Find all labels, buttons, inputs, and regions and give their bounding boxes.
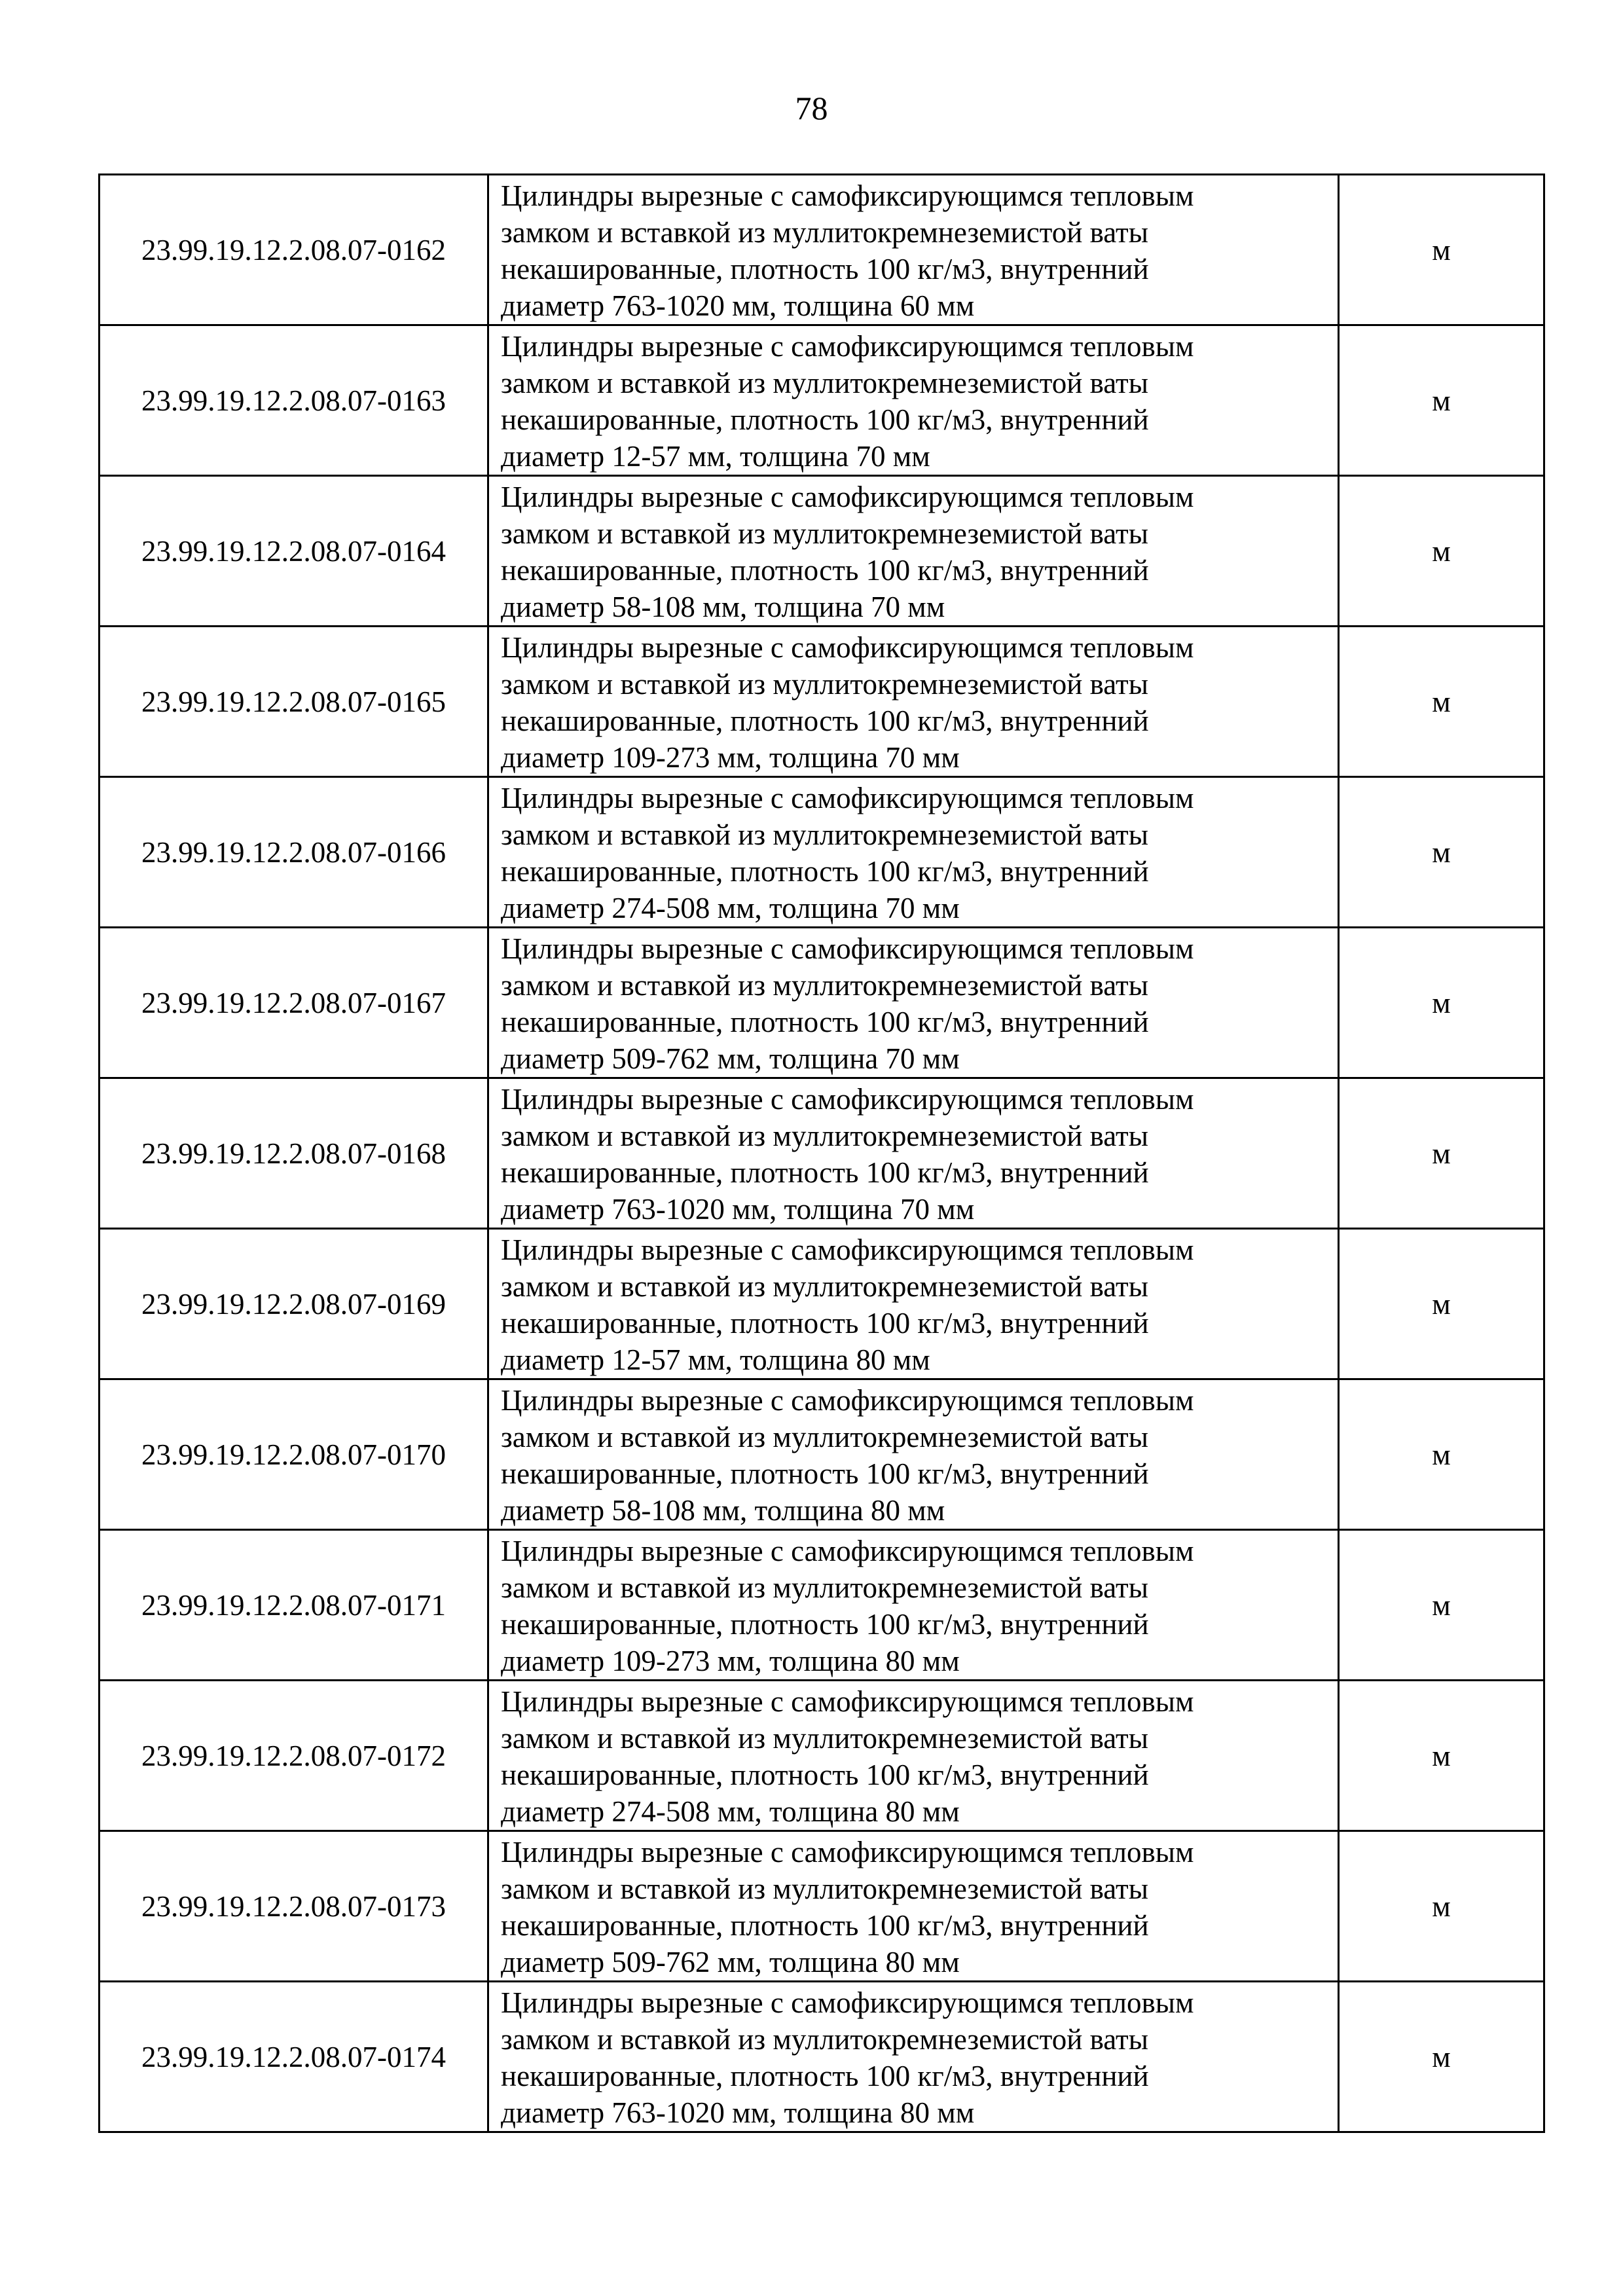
description-line: замком и вставкой из муллитокремнеземистой ваты	[501, 2023, 1148, 2056]
unit-of-measure-cell: м	[1339, 1379, 1544, 1530]
description-line: диаметр 12-57 мм, толщина 70 мм	[501, 440, 930, 473]
unit-of-measure-cell: м	[1339, 777, 1544, 928]
description-line: диаметр 109-273 мм, толщина 70 мм	[501, 741, 960, 774]
resource-code-cell: 23.99.19.12.2.08.07-0165	[100, 627, 488, 777]
resource-description-cell	[488, 175, 1339, 325]
table-row	[100, 1229, 1544, 1379]
resource-code-cell: 23.99.19.12.2.08.07-0170	[100, 1379, 488, 1530]
resource-description-cell	[488, 1681, 1339, 1831]
resources-table	[98, 173, 1545, 2133]
description-line: некашированные, плотность 100 кг/м3, внутренний	[501, 2060, 1149, 2092]
description-line: некашированные, плотность 100 кг/м3, внутренний	[501, 1006, 1149, 1038]
resource-code-cell: 23.99.19.12.2.08.07-0173	[100, 1831, 488, 1982]
unit-of-measure-cell: м	[1339, 1530, 1544, 1681]
table-row	[100, 325, 1544, 476]
unit-of-measure-cell: м	[1339, 627, 1544, 777]
resource-code-cell: 23.99.19.12.2.08.07-0167	[100, 928, 488, 1078]
resource-description-cell	[488, 777, 1339, 928]
resource-description-cell	[488, 627, 1339, 777]
description-line: Цилиндры вырезные с самофиксирующимся тепловым	[501, 179, 1194, 212]
resource-code-cell: 23.99.19.12.2.08.07-0172	[100, 1681, 488, 1831]
unit-of-measure-cell: м	[1339, 928, 1544, 1078]
description-line: Цилиндры вырезные с самофиксирующимся тепловым	[501, 631, 1194, 664]
description-line: замком и вставкой из муллитокремнеземистой ваты	[501, 818, 1148, 851]
unit-of-measure-cell: м	[1339, 1078, 1544, 1229]
description-line: Цилиндры вырезные с самофиксирующимся тепловым	[501, 1986, 1194, 2019]
description-line: замком и вставкой из муллитокремнеземистой ваты	[501, 1270, 1148, 1303]
description-line: некашированные, плотность 100 кг/м3, внутренний	[501, 1608, 1149, 1641]
description-line: некашированные, плотность 100 кг/м3, внутренний	[501, 253, 1149, 285]
description-line: диаметр 763-1020 мм, толщина 60 мм	[501, 289, 975, 322]
description-line: замком и вставкой из муллитокремнеземистой ваты	[501, 969, 1148, 1002]
resource-description-cell	[488, 1379, 1339, 1530]
table-row	[100, 627, 1544, 777]
description-line: Цилиндры вырезные с самофиксирующимся тепловым	[501, 1535, 1194, 1567]
resource-code-cell: 23.99.19.12.2.08.07-0163	[100, 325, 488, 476]
resource-description-cell	[488, 325, 1339, 476]
description-line: некашированные, плотность 100 кг/м3, внутренний	[501, 704, 1149, 737]
description-line: некашированные, плотность 100 кг/м3, внутренний	[501, 1909, 1149, 1942]
description-line: замком и вставкой из муллитокремнеземистой ваты	[501, 1872, 1148, 1905]
description-line: некашированные, плотность 100 кг/м3, внутренний	[501, 1307, 1149, 1339]
description-line: Цилиндры вырезные с самофиксирующимся тепловым	[501, 481, 1194, 513]
description-line: Цилиндры вырезные с самофиксирующимся тепловым	[501, 1685, 1194, 1718]
description-line: диаметр 109-273 мм, толщина 80 мм	[501, 1645, 960, 1677]
description-line: некашированные, плотность 100 кг/м3, внутренний	[501, 1156, 1149, 1189]
table-row	[100, 1530, 1544, 1681]
resource-description-cell	[488, 1078, 1339, 1229]
table-row	[100, 1982, 1544, 2132]
table-row	[100, 476, 1544, 627]
description-line: некашированные, плотность 100 кг/м3, внутренний	[501, 855, 1149, 888]
description-line: некашированные, плотность 100 кг/м3, внутренний	[501, 1457, 1149, 1490]
description-line: Цилиндры вырезные с самофиксирующимся тепловым	[501, 1836, 1194, 1868]
description-line: замком и вставкой из муллитокремнеземистой ваты	[501, 216, 1148, 249]
unit-of-measure-cell: м	[1339, 476, 1544, 627]
description-line: некашированные, плотность 100 кг/м3, внутренний	[501, 554, 1149, 587]
unit-of-measure-cell: м	[1339, 1831, 1544, 1982]
description-line: диаметр 58-108 мм, толщина 80 мм	[501, 1494, 945, 1527]
unit-of-measure-cell: м	[1339, 1982, 1544, 2132]
description-line: диаметр 763-1020 мм, толщина 80 мм	[501, 2096, 975, 2129]
description-line: Цилиндры вырезные с самофиксирующимся тепловым	[501, 1083, 1194, 1116]
description-line: диаметр 12-57 мм, толщина 80 мм	[501, 1343, 930, 1376]
table-row	[100, 1379, 1544, 1530]
unit-of-measure-cell: м	[1339, 325, 1544, 476]
description-line: Цилиндры вырезные с самофиксирующимся тепловым	[501, 782, 1194, 814]
resource-description-cell	[488, 1831, 1339, 1982]
description-line: диаметр 274-508 мм, толщина 70 мм	[501, 892, 960, 924]
table-row	[100, 777, 1544, 928]
description-line: замком и вставкой из муллитокремнеземистой ваты	[501, 1571, 1148, 1604]
description-line: Цилиндры вырезные с самофиксирующимся тепловым	[501, 1233, 1194, 1266]
resource-description-cell	[488, 1229, 1339, 1379]
table-row	[100, 928, 1544, 1078]
resource-code-cell: 23.99.19.12.2.08.07-0162	[100, 175, 488, 325]
description-line: Цилиндры вырезные с самофиксирующимся тепловым	[501, 932, 1194, 965]
resource-code-cell: 23.99.19.12.2.08.07-0168	[100, 1078, 488, 1229]
table-body	[100, 175, 1544, 2132]
table-row	[100, 1078, 1544, 1229]
resource-code-cell: 23.99.19.12.2.08.07-0174	[100, 1982, 488, 2132]
description-line: замком и вставкой из муллитокремнеземистой ваты	[501, 1722, 1148, 1755]
page-number: 78	[795, 90, 828, 126]
unit-of-measure-cell: м	[1339, 1229, 1544, 1379]
description-line: замком и вставкой из муллитокремнеземистой ваты	[501, 1421, 1148, 1453]
table-row	[100, 1681, 1544, 1831]
description-line: некашированные, плотность 100 кг/м3, внутренний	[501, 403, 1149, 436]
table-row	[100, 175, 1544, 325]
description-line: некашированные, плотность 100 кг/м3, внутренний	[501, 1758, 1149, 1791]
resource-code-cell: 23.99.19.12.2.08.07-0169	[100, 1229, 488, 1379]
resource-code-cell: 23.99.19.12.2.08.07-0164	[100, 476, 488, 627]
unit-of-measure-cell: м	[1339, 1681, 1544, 1831]
description-line: Цилиндры вырезные с самофиксирующимся тепловым	[501, 330, 1194, 363]
unit-of-measure-cell: м	[1339, 175, 1544, 325]
description-line: замком и вставкой из муллитокремнеземистой ваты	[501, 1120, 1148, 1152]
description-line: Цилиндры вырезные с самофиксирующимся тепловым	[501, 1384, 1194, 1417]
table-row	[100, 1831, 1544, 1982]
resource-description-cell	[488, 476, 1339, 627]
description-line: замком и вставкой из муллитокремнеземистой ваты	[501, 367, 1148, 399]
resource-code-cell: 23.99.19.12.2.08.07-0171	[100, 1530, 488, 1681]
resource-code-cell: 23.99.19.12.2.08.07-0166	[100, 777, 488, 928]
description-line: диаметр 509-762 мм, толщина 70 мм	[501, 1042, 960, 1075]
description-line: замком и вставкой из муллитокремнеземистой ваты	[501, 517, 1148, 550]
description-line: диаметр 509-762 мм, толщина 80 мм	[501, 1946, 960, 1978]
description-line: диаметр 58-108 мм, толщина 70 мм	[501, 591, 945, 623]
resource-description-cell	[488, 1982, 1339, 2132]
resource-description-cell	[488, 928, 1339, 1078]
description-line: диаметр 274-508 мм, толщина 80 мм	[501, 1795, 960, 1828]
resource-description-cell	[488, 1530, 1339, 1681]
description-line: диаметр 763-1020 мм, толщина 70 мм	[501, 1193, 975, 1226]
description-line: замком и вставкой из муллитокремнеземистой ваты	[501, 668, 1148, 701]
